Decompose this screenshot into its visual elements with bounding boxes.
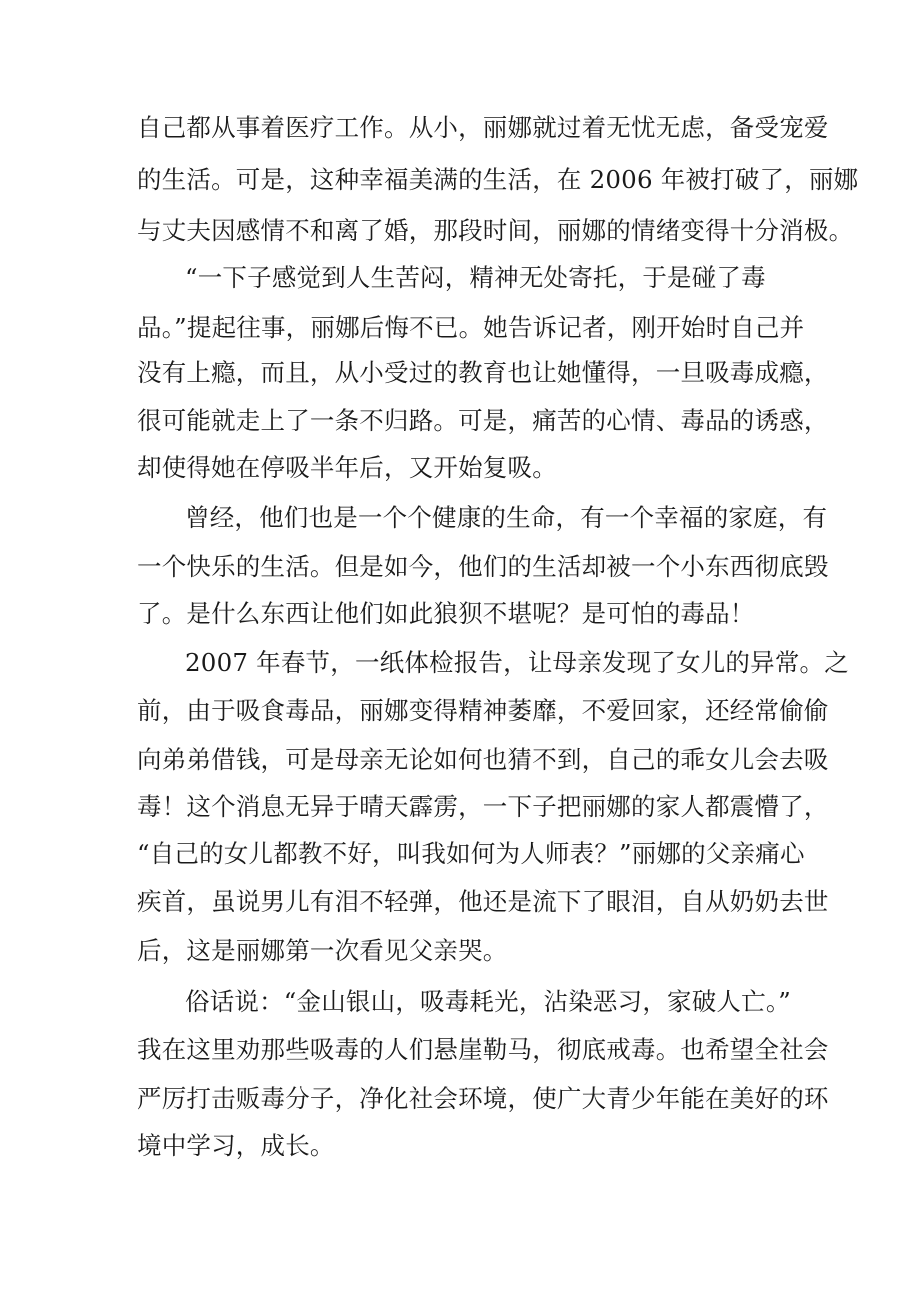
text-line: 后，这是丽娜第一次看见父亲哭。 xyxy=(137,936,508,965)
text-line: 疾首，虽说男儿有泪不轻弹，他还是流下了眼泪，自从奶奶去世 xyxy=(137,887,829,916)
text-line: 我在这里劝那些吸毒的人们悬崖勒马，彻底戒毒。也希望全社会 xyxy=(137,1035,829,1064)
text-line: 的生活。可是，这种幸福美满的生活，在 2006 年被打破了，丽娜 xyxy=(137,165,859,194)
text-line: 自己都从事着医疗工作。从小，丽娜就过着无忧无虑，备受宠爱 xyxy=(137,113,829,142)
text-line: 品。”提起往事，丽娜后悔不已。她告诉记者，刚开始时自己并 xyxy=(137,313,805,342)
text-line: 俗话说：“金山银山，吸毒耗光，沾染恶习，家破人亡。” xyxy=(185,987,791,1016)
text-line: 2007 年春节，一纸体检报告，让母亲发现了女儿的异常。之 xyxy=(185,648,849,677)
text-line: 境中学习，成长。 xyxy=(137,1131,335,1160)
text-line: “自己的女儿都教不好，叫我如何为人师表？”丽娜的父亲痛心 xyxy=(137,839,805,868)
text-line: 没有上瘾，而且，从小受过的教育也让她懂得，一旦吸毒成瘾， xyxy=(137,358,829,387)
text-line: 严厉打击贩毒分子，净化社会环境，使广大青少年能在美好的环 xyxy=(137,1084,829,1113)
text-line: 与丈夫因感情不和离了婚，那段时间，丽娜的情绪变得十分消极。 xyxy=(137,216,854,245)
text-line: 却使得她在停吸半年后，又开始复吸。 xyxy=(137,453,557,482)
text-line: 毒！这个消息无异于晴天霹雳，一下子把丽娜的家人都震懵了， xyxy=(137,792,829,821)
text-line: 前，由于吸食毒品，丽娜变得精神萎靡，不爱回家，还经常偷偷 xyxy=(137,696,829,725)
text-line: 很可能就走上了一条不归路。可是，痛苦的心情、毒品的诱惑， xyxy=(137,406,829,435)
text-line: 了。是什么东西让他们如此狼狈不堪呢？是可怕的毒品！ xyxy=(137,599,755,628)
text-line: 曾经，他们也是一个个健康的生命，有一个幸福的家庭，有 xyxy=(185,503,828,532)
text-line: 向弟弟借钱，可是母亲无论如何也猜不到，自己的乖女儿会去吸 xyxy=(137,745,829,774)
text-line: “一下子感觉到人生苦闷，精神无处寄托，于是碰了毒 xyxy=(185,263,766,292)
text-line: 一个快乐的生活。但是如今，他们的生活却被一个小东西彻底毁 xyxy=(137,552,829,581)
